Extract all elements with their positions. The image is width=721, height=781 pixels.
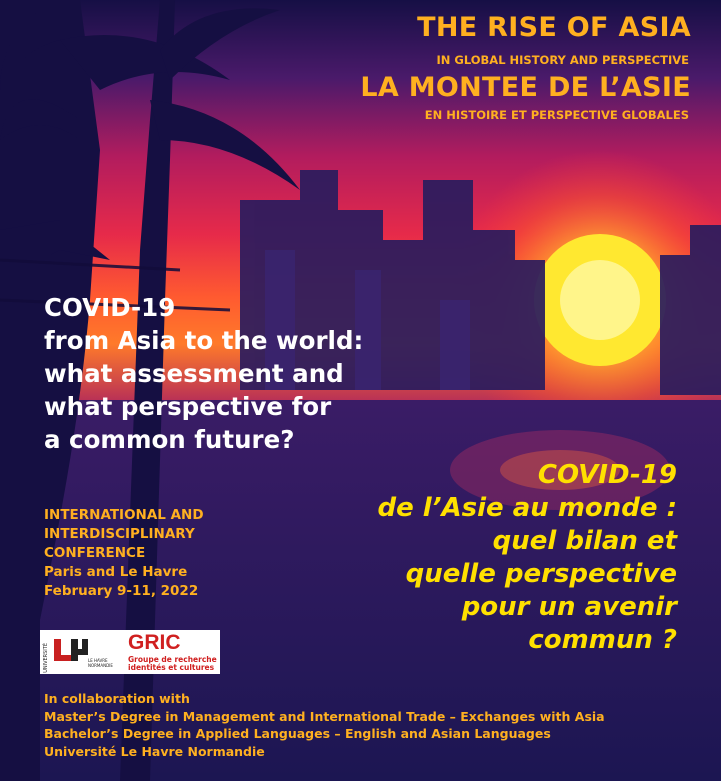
theme-en-line: a common future? — [44, 425, 295, 454]
gric-logo-title: GRIC — [128, 631, 181, 654]
theme-fr-line: commun ? — [528, 625, 677, 655]
collab-line: Bachelor’s Degree in Applied Languages – English and Asian Languages — [44, 726, 551, 741]
theme-fr-line: quelle perspective — [405, 559, 677, 589]
theme-en-line: what assessment and — [44, 359, 344, 388]
collaboration-info — [44, 690, 605, 760]
conference-line: INTERDISCIPLINARY — [44, 526, 195, 542]
theme-en-line: from Asia to the world: — [44, 326, 364, 355]
gric-line: identités et cultures — [128, 663, 215, 672]
conference-dates: February 9-11, 2022 — [44, 583, 199, 599]
logos-panel — [40, 630, 220, 674]
title-fr: LA MONTEE DE L’ASIE — [360, 72, 691, 103]
conference-line: INTERNATIONAL AND — [44, 507, 204, 523]
conference-location: Paris and Le Havre — [44, 564, 188, 580]
collab-line: Université Le Havre Normandie — [44, 743, 265, 759]
subtitle-en: IN GLOBAL HISTORY AND PERSPECTIVE — [436, 53, 689, 67]
title-en: THE RISE OF ASIA — [417, 12, 691, 43]
university-logo-label: UNIVERSITÉ — [43, 643, 49, 673]
subtitle-fr: EN HISTOIRE ET PERSPECTIVE GLOBALES — [424, 108, 689, 122]
theme-en-line: COVID-19 — [44, 293, 176, 322]
theme-fr-line: pour un avenir — [461, 592, 677, 622]
gric-line: Groupe de recherche — [128, 655, 217, 664]
theme-en-line: what perspective for — [44, 392, 332, 421]
collab-line: Master’s Degree in Management and International Trade – Exchanges with Asia — [44, 708, 605, 724]
conference-info — [44, 506, 204, 601]
theme-french — [297, 459, 677, 657]
theme-fr-line: de l’Asie au monde : — [377, 493, 677, 523]
gric-logo-subtitle — [128, 656, 217, 672]
theme-fr-line: COVID-19 — [537, 460, 677, 490]
collab-line: In collaboration with — [44, 691, 190, 706]
conference-line: CONFERENCE — [44, 545, 146, 561]
theme-fr-line: quel bilan et — [492, 526, 677, 556]
university-logo-sub: LE HAVRE NORMANDIE — [88, 658, 113, 668]
theme-english — [44, 291, 464, 456]
